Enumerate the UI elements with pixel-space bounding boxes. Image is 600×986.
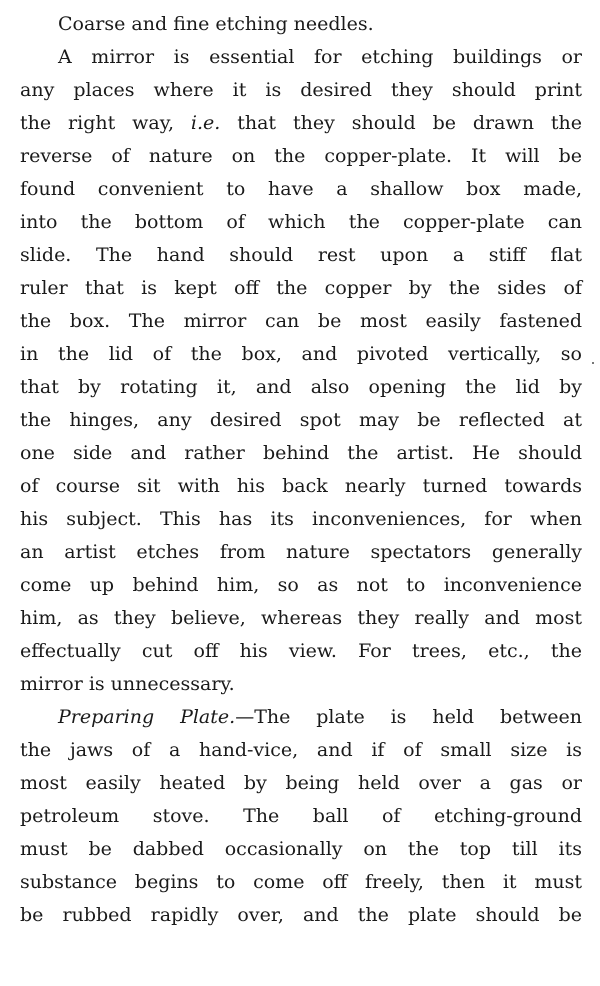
text-line: him, as they believe, whereas they really and most [20, 607, 582, 629]
text-line: the jaws of a hand-vice, and if of small size is [20, 739, 582, 761]
text-line: petroleum stove. The ball of etching-ground [20, 805, 582, 827]
text-line: his subject. This has its inconveniences, for when [20, 508, 582, 530]
text-line: most easily heated by being held over a gas or [20, 772, 582, 794]
text-line [20, 701, 582, 734]
text-line: found convenient to have a shallow box made, [20, 178, 582, 200]
text-line: mirror is unnecessary. [20, 673, 235, 695]
text-line: be rubbed rapidly over, and the plate should be [20, 904, 582, 926]
text-line: any places where it is desired they should print [20, 79, 582, 101]
margin-speck [592, 362, 594, 364]
text-line: in the lid of the box, and pivoted vertically, so [20, 343, 582, 365]
text-line: ruler that is kept off the copper by the sides of [20, 277, 582, 299]
text-line: the hinges, any desired spot may be reflected at [20, 409, 582, 431]
text-line: substance begins to come off freely, then it must [20, 871, 582, 893]
text-line: the box. The mirror can be most easily fastened [20, 310, 582, 332]
text-line: A mirror is essential for etching buildings or [58, 46, 582, 68]
text-line: one side and rather behind the artist. He should [20, 442, 582, 464]
text-line: come up behind him, so as not to inconvenience [20, 574, 582, 596]
text-line: Coarse and fine etching needles. [58, 13, 374, 35]
italic-abbreviation: i.e. [190, 112, 221, 134]
section-heading: Preparing Plate. [58, 706, 236, 728]
text-line: into the bottom of which the copper-plate can [20, 211, 582, 233]
text-line: must be dabbed occasionally on the top till its [20, 838, 582, 860]
line-text-part: the right way, [20, 112, 191, 134]
line-text-part: that they should be drawn the [220, 112, 582, 134]
text-line [20, 107, 582, 140]
text-line: slide. The hand should rest upon a stiff flat [20, 244, 582, 266]
text-line: of course sit with his back nearly turned towards [20, 475, 582, 497]
text-line: that by rotating it, and also opening the lid by [20, 376, 582, 398]
text-line: effectually cut off his view. For trees, etc., the [20, 640, 582, 662]
text-line: an artist etches from nature spectators generally [20, 541, 582, 563]
document-page [20, 8, 582, 932]
line-text-part: —The plate is held between [235, 706, 582, 728]
text-line: reverse of nature on the copper-plate. It will be [20, 145, 582, 167]
